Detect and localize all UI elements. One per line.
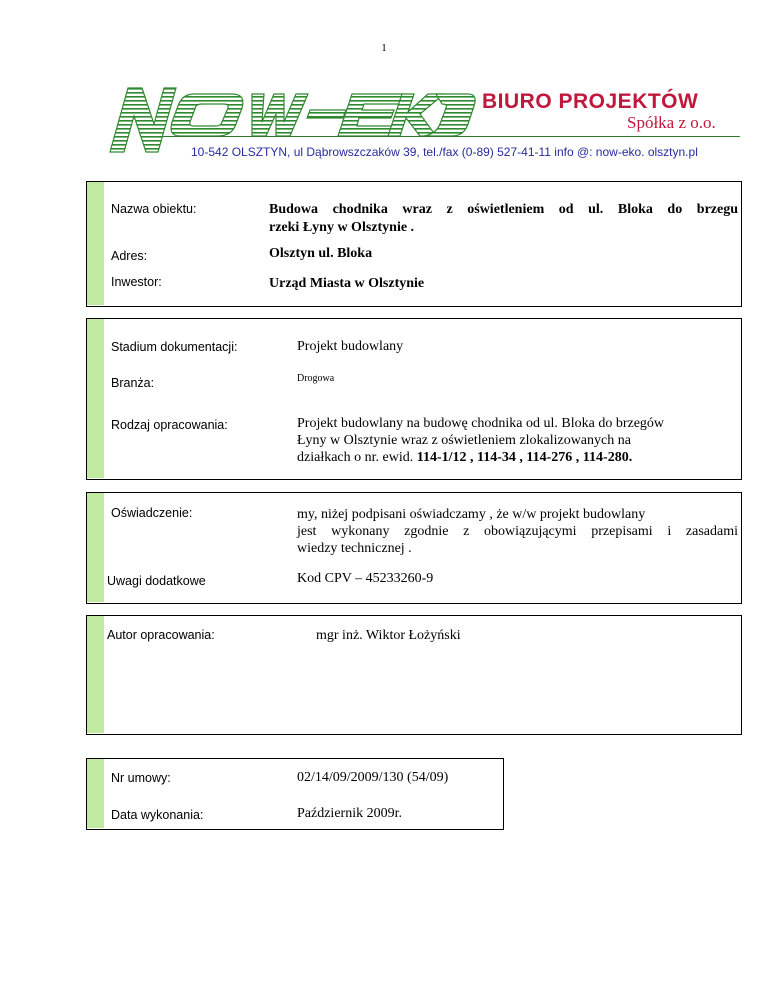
- value-completion-date: Październik 2009r.: [297, 806, 402, 821]
- page-number: 1: [381, 42, 387, 54]
- company-address: 10-542 OLSZTYN, ul Dąbrowszczaków 39, tel./fax (0-89) 527-41-11 info @: now-eko. olsztyn.pl: [191, 145, 698, 159]
- value-branch: Drogowa: [297, 373, 335, 384]
- company-form: Spółka z o.o.: [627, 113, 716, 132]
- label-address: Adres:: [111, 249, 148, 263]
- label-branch: Branża:: [111, 376, 155, 390]
- value-stage: Projekt budowlany: [297, 339, 404, 354]
- margin-bar: [87, 493, 104, 602]
- value-object-name-line1: Budowa chodnika wraz z oświetleniem od ul. Bloka do brzegu: [269, 202, 738, 217]
- value-declaration-line2: jest wykonany zgodnie z obowiązującymi przepisami i zasadami: [297, 524, 738, 539]
- value-author: mgr inż. Wiktor Łożyński: [316, 628, 461, 643]
- value-contract-number: 02/14/09/2009/130 (54/09): [297, 770, 449, 785]
- label-object-name: Nazwa obiektu:: [111, 202, 197, 216]
- value-declaration-line1: my, niżej podpisani oświadczamy , że w/w projekt budowlany: [297, 507, 646, 522]
- margin-bar: [87, 319, 104, 478]
- value-document-type-line1: Projekt budowlany na budowę chodnika od ul. Bloka do brzegów: [297, 416, 665, 431]
- value-investor: Urząd Miasta w Olsztynie: [269, 276, 425, 291]
- header-divider: [160, 136, 740, 137]
- parcel-numbers: 114-1/12 , 114-34 , 114-276 , 114-280.: [416, 450, 633, 465]
- value-declaration-line3: wiedzy technicznej .: [297, 541, 412, 556]
- label-contract-number: Nr umowy:: [111, 771, 171, 785]
- label-author: Autor opracowania:: [107, 628, 215, 642]
- label-document-type: Rodzaj opracowania:: [111, 418, 228, 432]
- company-name: BIURO PROJEKTÓW: [482, 90, 699, 113]
- margin-bar: [87, 616, 104, 733]
- margin-bar: [87, 759, 104, 828]
- label-completion-date: Data wykonania:: [111, 808, 204, 822]
- value-object-name-line2: rzeki Łyny w Olsztynie .: [269, 220, 415, 235]
- parcels-prefix: działkach o nr. ewid.: [297, 450, 417, 465]
- value-address: Olsztyn ul. Bloka: [269, 246, 373, 261]
- label-investor: Inwestor:: [111, 275, 162, 289]
- label-notes: Uwagi dodatkowe: [107, 574, 206, 588]
- margin-bar: [87, 182, 104, 305]
- value-document-type-line2: Łyny w Olsztynie wraz z oświetleniem zlokalizowanych na: [297, 433, 631, 448]
- value-document-type-line3: [297, 449, 632, 466]
- label-stage: Stadium dokumentacji:: [111, 340, 238, 354]
- label-declaration: Oświadczenie:: [111, 506, 193, 520]
- value-notes: Kod CPV – 45233260-9: [297, 571, 434, 586]
